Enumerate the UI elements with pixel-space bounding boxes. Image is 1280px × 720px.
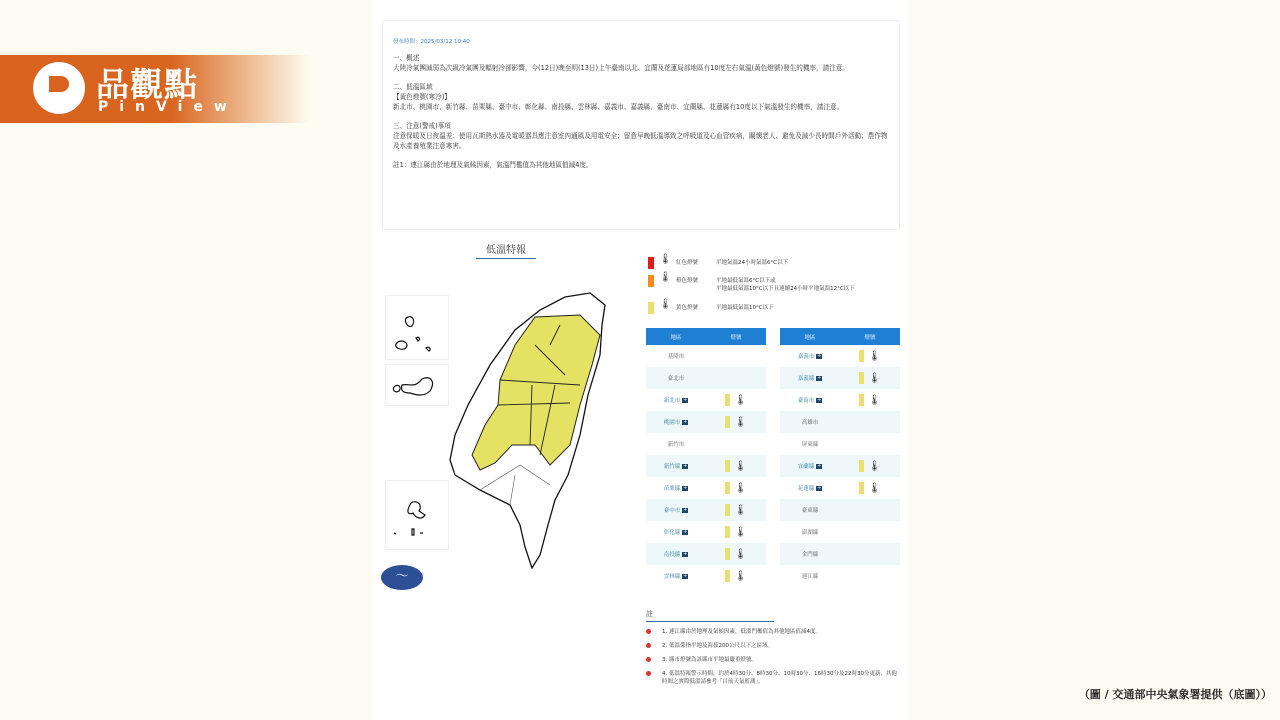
thermometer-icon: 🌡 bbox=[868, 350, 881, 362]
bulletin-card bbox=[382, 20, 900, 230]
table-row bbox=[780, 521, 900, 543]
red-swatch bbox=[648, 257, 654, 269]
alert-cell bbox=[840, 565, 900, 587]
area-label: 宜蘭縣 bbox=[797, 464, 815, 470]
table-row bbox=[780, 433, 900, 455]
table-row bbox=[780, 543, 900, 565]
area-label: 基隆市 bbox=[667, 354, 685, 360]
area-name bbox=[780, 521, 840, 543]
area-name[interactable] bbox=[646, 543, 706, 565]
table-row bbox=[646, 565, 766, 587]
area-name[interactable] bbox=[646, 521, 706, 543]
area-label: 澎湖縣 bbox=[801, 530, 819, 536]
area-label: 臺北市 bbox=[667, 376, 685, 382]
yellow-lamp-icon bbox=[859, 394, 864, 406]
yellow-lamp-icon bbox=[725, 526, 730, 538]
alert-cell bbox=[706, 455, 766, 477]
alert-cell bbox=[706, 411, 766, 433]
section-title: 一、概述 bbox=[393, 54, 420, 62]
table-row bbox=[780, 499, 900, 521]
area-table-left bbox=[646, 328, 766, 587]
yellow-lamp-icon bbox=[725, 548, 730, 560]
area-name[interactable] bbox=[780, 367, 840, 389]
area-name bbox=[646, 345, 706, 367]
section-title: 三、注意(警戒)事項 bbox=[393, 122, 451, 130]
thermometer-icon: 🌡 bbox=[734, 504, 747, 516]
yellow-lamp-icon bbox=[859, 482, 864, 494]
thermometer-icon: 🌡 bbox=[734, 460, 747, 472]
area-table-right bbox=[780, 328, 900, 587]
alert-cell bbox=[840, 411, 900, 433]
legend-desc bbox=[716, 277, 906, 293]
yellow-lamp-icon bbox=[725, 504, 730, 516]
table-row bbox=[646, 521, 766, 543]
table-row bbox=[780, 367, 900, 389]
area-name bbox=[780, 433, 840, 455]
table-row bbox=[646, 367, 766, 389]
section-body: 新北市、桃園市、新竹縣、苗栗縣、臺中市、彰化縣、南投縣、雲林縣、嘉義市、嘉義縣、臺南市、宜蘭縣、花蓮縣有10度以下氣溫發生的機率，請注意。 bbox=[393, 103, 844, 111]
brand-name-en: PinView bbox=[98, 99, 238, 115]
area-name[interactable] bbox=[780, 455, 840, 477]
area-label: 新竹市 bbox=[667, 442, 685, 448]
expand-icon[interactable]: + bbox=[683, 507, 688, 513]
area-name[interactable] bbox=[646, 499, 706, 521]
yellow-lamp-icon bbox=[725, 460, 730, 472]
yellow-swatch bbox=[648, 302, 654, 314]
bulletin-note: 註1：連江縣由於地理及氣候因素，氣溫門檻值為其他地區值減4度。 bbox=[393, 161, 593, 169]
expand-icon[interactable]: + bbox=[683, 551, 688, 557]
section-body: 注意保暖及日夜溫差；使用瓦斯熱水器及電暖器具應注意室內通風及用電安全；留意早晚低溫導致之呼吸道及心血管疾病，關懷老人、避免及減少長時間戶外活動；農作物及水產養殖業注意寒害。 bbox=[393, 132, 888, 150]
legend-desc: 平地最低氣溫10°C以下 bbox=[716, 305, 774, 311]
alert-cell bbox=[706, 477, 766, 499]
alert-cell bbox=[840, 455, 900, 477]
yellow-lamp-icon bbox=[859, 350, 864, 362]
section-body: 大陸冷氣團減弱為次級冷氣團及輻射冷卻影響，今(12日)晚至明(13日)上午臺南以北、宜蘭及花蓮局部地區有10度左右氣溫(黃色燈號)發生的機率，請注意。 bbox=[393, 64, 850, 72]
pinview-watermark bbox=[0, 55, 310, 123]
area-name bbox=[780, 565, 840, 587]
area-name bbox=[780, 411, 840, 433]
area-name bbox=[780, 499, 840, 521]
yellow-lamp-icon bbox=[725, 416, 730, 428]
thermometer-icon: 🌡 bbox=[659, 272, 672, 283]
col-area: 地區 bbox=[646, 328, 706, 345]
expand-icon[interactable]: + bbox=[683, 529, 688, 535]
area-name[interactable] bbox=[646, 389, 706, 411]
thermometer-icon: 🌡 bbox=[659, 254, 672, 265]
area-label: 桃園市 bbox=[663, 420, 681, 426]
issue-time: 發布時間：2025/03/12 10:40 bbox=[393, 39, 470, 45]
table-row bbox=[780, 411, 900, 433]
thermometer-icon: 🌡 bbox=[868, 460, 881, 472]
expand-icon[interactable]: + bbox=[683, 485, 688, 491]
expand-icon[interactable]: + bbox=[817, 353, 822, 359]
brand-name: 品觀點 bbox=[96, 65, 198, 104]
alert-cell bbox=[840, 477, 900, 499]
yellow-lamp-icon bbox=[725, 394, 730, 406]
thermometer-icon: 🌡 bbox=[734, 394, 747, 406]
expand-icon[interactable]: + bbox=[683, 573, 688, 579]
legend-desc-line: 平地最低氣溫10°C以下且連續24小時平地氣溫12°C以下 bbox=[716, 286, 855, 292]
area-label: 新北市 bbox=[663, 398, 681, 404]
area-label: 南投縣 bbox=[663, 552, 681, 558]
notes bbox=[646, 610, 902, 692]
table-row bbox=[646, 455, 766, 477]
table-row bbox=[780, 455, 900, 477]
area-label: 花蓮縣 bbox=[797, 486, 815, 492]
area-name[interactable] bbox=[646, 565, 706, 587]
alert-cell bbox=[706, 433, 766, 455]
pinview-logo-icon bbox=[33, 62, 85, 114]
notes-title: 註 bbox=[646, 610, 774, 622]
alert-cell bbox=[840, 367, 900, 389]
note-item: 4. 低溫特報警示時間，約於4時30分、8時30分、10時30分、16時30分及22時30分更新，其他時間之實際低溫請參考「目前天氣監測」。 bbox=[646, 670, 902, 686]
alert-cell bbox=[706, 499, 766, 521]
expand-icon[interactable]: + bbox=[683, 463, 688, 469]
table-row bbox=[646, 389, 766, 411]
thermometer-icon: 🌡 bbox=[868, 394, 881, 406]
yellow-lamp-icon bbox=[859, 372, 864, 384]
alert-cell bbox=[706, 389, 766, 411]
area-name[interactable] bbox=[646, 477, 706, 499]
area-label: 苗栗縣 bbox=[663, 486, 681, 492]
area-label: 新竹縣 bbox=[663, 464, 681, 470]
expand-icon[interactable]: + bbox=[817, 463, 822, 469]
area-label: 臺南市 bbox=[797, 398, 815, 404]
table-row bbox=[780, 345, 900, 367]
table-row bbox=[646, 345, 766, 367]
alert-cell bbox=[706, 345, 766, 367]
alert-cell bbox=[840, 543, 900, 565]
area-label: 臺中市 bbox=[663, 508, 681, 514]
yellow-lamp-icon bbox=[859, 460, 864, 472]
area-name bbox=[780, 543, 840, 565]
alert-cell bbox=[706, 521, 766, 543]
area-label: 連江縣 bbox=[801, 574, 819, 580]
thermometer-icon: 🌡 bbox=[868, 372, 881, 384]
thermometer-icon: 🌡 bbox=[734, 526, 747, 538]
table-row bbox=[780, 389, 900, 411]
area-label: 嘉義市 bbox=[797, 354, 815, 360]
cwa-logo: 〜 bbox=[381, 565, 423, 590]
thermometer-icon: 🌡 bbox=[734, 482, 747, 494]
table-row bbox=[646, 433, 766, 455]
alert-cell bbox=[840, 389, 900, 411]
alert-cell bbox=[706, 367, 766, 389]
note-item: 3. 縣市燈號為該縣市平地最嚴重燈號。 bbox=[646, 656, 902, 664]
map-title: 低溫特報 bbox=[476, 241, 536, 259]
yellow-lamp-icon bbox=[725, 482, 730, 494]
expand-icon[interactable]: + bbox=[683, 419, 688, 425]
alert-cell bbox=[840, 521, 900, 543]
area-label: 高雄市 bbox=[801, 420, 819, 426]
alert-level: 【黃色燈號(寒冷)】 bbox=[393, 93, 451, 101]
expand-icon[interactable]: + bbox=[817, 375, 822, 381]
area-name bbox=[646, 433, 706, 455]
legend-name: 橙色燈號 bbox=[676, 278, 699, 284]
area-label: 彰化縣 bbox=[663, 530, 681, 536]
col-level: 燈號 bbox=[840, 328, 900, 345]
area-label: 雲林縣 bbox=[663, 574, 681, 580]
thermometer-icon: 🌡 bbox=[734, 416, 747, 428]
expand-icon[interactable]: + bbox=[683, 397, 688, 403]
alert-cell bbox=[840, 433, 900, 455]
orange-swatch bbox=[648, 275, 654, 287]
table-row bbox=[780, 477, 900, 499]
area-label: 金門縣 bbox=[801, 552, 819, 558]
alert-cell bbox=[706, 543, 766, 565]
area-name[interactable] bbox=[646, 411, 706, 433]
note-item: 2. 低溫係指平地及海拔200公尺以下之區域。 bbox=[646, 642, 902, 650]
section-title: 二、低溫區域 bbox=[393, 83, 433, 91]
expand-icon[interactable]: + bbox=[817, 397, 822, 403]
note-item: 1. 連江縣由於地理及氣候因素，低溫門檻值為其他地區值減4度。 bbox=[646, 628, 902, 636]
area-name[interactable] bbox=[780, 389, 840, 411]
expand-icon[interactable]: + bbox=[817, 485, 822, 491]
area-label: 屏東縣 bbox=[801, 442, 819, 448]
area-label: 臺東縣 bbox=[801, 508, 819, 514]
legend-name: 紅色燈號 bbox=[676, 260, 699, 266]
legend-desc-line: 平地最低氣溫6°C以下或 bbox=[716, 278, 776, 284]
table-row bbox=[646, 477, 766, 499]
table-row bbox=[780, 565, 900, 587]
table-row bbox=[646, 411, 766, 433]
image-credit: （圖 / 交通部中央氣象署提供（底圖）） bbox=[1078, 688, 1272, 701]
yellow-lamp-icon bbox=[725, 570, 730, 582]
area-name[interactable] bbox=[780, 477, 840, 499]
thermometer-icon: 🌡 bbox=[734, 570, 747, 582]
taiwan-alert-map bbox=[440, 285, 620, 575]
col-level: 燈號 bbox=[706, 328, 766, 345]
col-area: 地區 bbox=[780, 328, 840, 345]
table-row bbox=[646, 499, 766, 521]
thermometer-icon: 🌡 bbox=[734, 548, 747, 560]
alert-cell bbox=[706, 565, 766, 587]
thermometer-icon: 🌡 bbox=[868, 482, 881, 494]
area-label: 嘉義縣 bbox=[797, 376, 815, 382]
table-row bbox=[646, 543, 766, 565]
alert-cell bbox=[840, 345, 900, 367]
area-name[interactable] bbox=[780, 345, 840, 367]
area-name bbox=[646, 367, 706, 389]
legend-desc: 平地氣溫24小時氣溫6°C以下 bbox=[716, 260, 789, 266]
alert-cell bbox=[840, 499, 900, 521]
area-name[interactable] bbox=[646, 455, 706, 477]
legend-name: 黃色燈號 bbox=[676, 305, 699, 311]
thermometer-icon: 🌡 bbox=[659, 299, 672, 310]
